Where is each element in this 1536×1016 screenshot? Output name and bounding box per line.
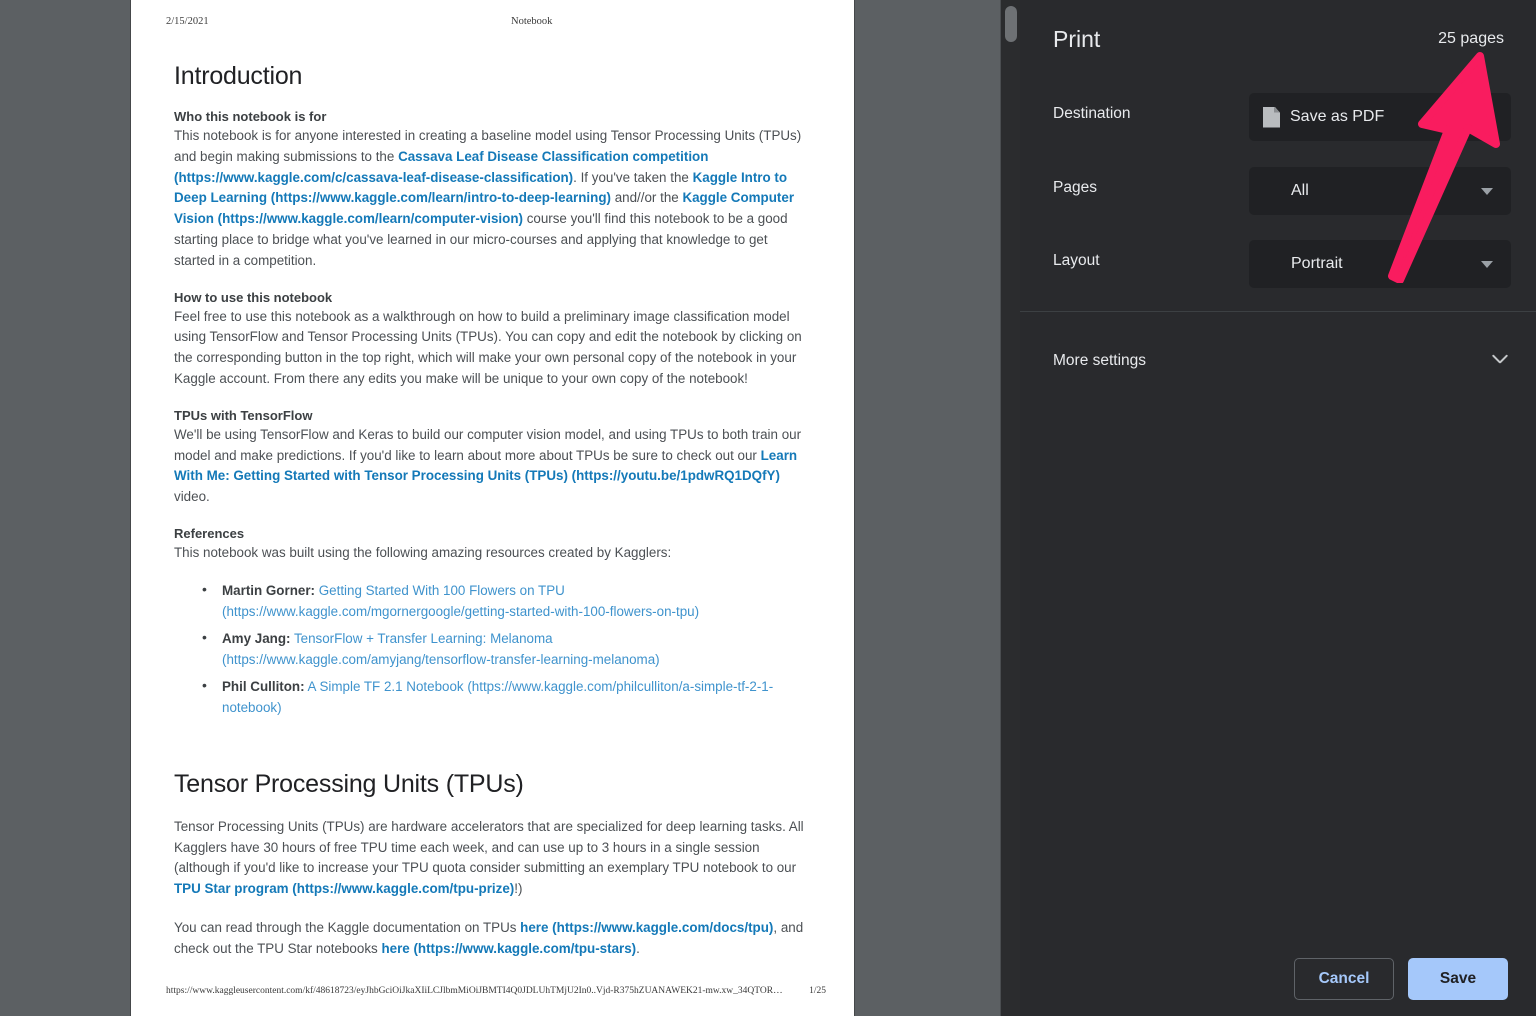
reference-link[interactable]: TensorFlow + Transfer Learning: Melanoma (https://www.kaggle.com/amyjang/tensorflow-transfer-learning-melanoma) (222, 630, 660, 667)
text-fragment: This notebook is for anyone interested in creating a baseline model using Tensor Processing Units (TPUs) and begin making submissions to the (174, 128, 802, 164)
subheading-how-to-use-this-notebook: How to use this notebook (174, 289, 333, 305)
paragraph-tpu-documentation (174, 918, 808, 960)
print-dialog (1020, 0, 1536, 1016)
pages-value: All (1291, 182, 1309, 199)
paragraph-who-this-notebook-is-for (174, 126, 808, 272)
text-fragment: video. (174, 489, 210, 505)
text-fragment: We'll be using TensorFlow and Keras to build our computer vision model, and using TPUs to both train our model and make predictions. If you'd like to learn about more about TPUs be sure to check out our (174, 426, 802, 463)
reference-author: Martin Gorner: (222, 582, 315, 598)
paragraph-references: This notebook was built using the following amazing resources created by Kagglers: (174, 544, 672, 560)
preview-left-gutter (0, 0, 131, 1016)
paragraph-tpu-overview (174, 817, 808, 900)
heading-tensor-processing-units: Tensor Processing Units (TPUs) (174, 769, 524, 798)
layout-select[interactable] (1249, 240, 1511, 288)
layout-label: Layout (1053, 252, 1100, 269)
chevron-down-icon (1481, 114, 1493, 121)
subheading-who-this-notebook-is-for: Who this notebook is for (174, 109, 327, 124)
subheading-tpus-with-tensorflow: TPUs with TensorFlow (174, 407, 313, 423)
pages-row (1020, 167, 1536, 215)
header-title: Notebook (511, 16, 553, 27)
link-learn-with-me-video[interactable]: Learn With Me: Getting Started with Tensor Processing Units (TPUs) (https://youtu.be/1pdwRQ1DQfY) (174, 447, 798, 484)
save-button[interactable]: Save (1408, 958, 1508, 1000)
references-list (198, 580, 808, 718)
link-kaggle-tpu-stars[interactable]: here (https://www.kaggle.com/tpu-stars) (381, 940, 637, 956)
preview-scrollbar[interactable] (1000, 0, 1020, 1016)
cancel-button[interactable]: Cancel (1294, 958, 1394, 1000)
link-cassava-competition[interactable]: Cassava Leaf Disease Classification competition (https://www.kaggle.com/c/cassava-leaf-disease-classification) (174, 148, 709, 185)
reference-link[interactable]: A Simple TF 2.1 Notebook (https://www.kaggle.com/philculliton/a-simple-tf-2-1-notebook) (222, 678, 774, 715)
text-fragment: course you'll find this notebook to be a good starting place to bridge what you've learned in our micro-courses and applying that knowledge to get started in a competition. (174, 211, 788, 268)
paragraph-tpus-with-tensorflow (174, 425, 808, 508)
link-kaggle-intro-to-deep-learning[interactable]: Kaggle Intro to Deep Learning (https://www.kaggle.com/learn/intro-to-deep-learning) (174, 169, 788, 206)
document-page-footer (166, 986, 826, 996)
link-kaggle-docs-tpu[interactable]: here (https://www.kaggle.com/docs/tpu) (520, 919, 774, 935)
settings-divider (1020, 311, 1536, 312)
reference-author: Phil Culliton: (222, 678, 305, 694)
layout-value: Portrait (1291, 255, 1343, 272)
layout-row (1020, 240, 1536, 288)
more-settings-toggle[interactable] (1020, 338, 1536, 388)
paragraph-how-to-use-this-notebook: Feel free to use this notebook as a walkthrough on how to build a preliminary image classification model using TensorFlow and Tensor Processing Units (TPUs). You can copy and edit the notebook by clicking on the corresponding button in the top right, which will make your own personal copy of the notebook in your Kaggle account. From there any edits you make will be unique to your own copy of the notebook! (174, 308, 802, 386)
text-fragment: You can read through the Kaggle documentation on TPUs (174, 919, 521, 935)
page-count-label: 25 pages (1438, 30, 1504, 47)
pages-label: Pages (1053, 179, 1097, 196)
preview-scrollbar-thumb[interactable] (1005, 6, 1017, 42)
chevron-down-icon (1481, 261, 1493, 268)
link-kaggle-computer-vision[interactable]: Kaggle Computer Vision (https://www.kaggle.com/learn/computer-vision) (174, 190, 795, 227)
list-item (198, 580, 808, 622)
reference-author: Amy Jang: (222, 630, 291, 646)
document-body (174, 62, 808, 978)
destination-label: Destination (1053, 105, 1131, 122)
list-item (198, 628, 808, 670)
reference-link[interactable]: Getting Started With 100 Flowers on TPU (https://www.kaggle.com/mgornergoogle/getting-started-with-100-flowers-on-tpu) (222, 582, 700, 619)
header-date: 2/15/2021 (166, 16, 209, 27)
text-fragment: and//or the (610, 190, 683, 206)
text-fragment: . (636, 940, 640, 956)
subheading-references: References (174, 525, 245, 541)
text-fragment: !) (514, 881, 523, 897)
preview-right-gutter (854, 0, 990, 1016)
document-page (131, 0, 854, 1016)
footer-page-number: 1/25 (809, 986, 826, 996)
list-item (198, 676, 808, 718)
text-fragment: Tensor Processing Units (TPUs) are hardware accelerators that are specialized for deep learning tasks. All Kagglers have 30 hours of free TPU time each week, and can use up to 3 hours in a single session (although if you'd like to increase your TPU quota consider submitting an exemplary TPU notebook to our (174, 818, 804, 876)
destination-row (1020, 93, 1536, 141)
chevron-down-icon (1492, 353, 1510, 371)
footer-url: https://www.kaggleusercontent.com/kf/48618723/eyJhbGciOiJkaXIiLCJlbmMiOiJBMTI4Q0JDLUhTMjU2In0..Vjd-R375hZUANAWEK21-mw.xw_34QTOR… (166, 986, 783, 996)
more-settings-label: More settings (1053, 352, 1147, 369)
chevron-down-icon (1481, 188, 1493, 195)
link-tpu-star-program[interactable]: TPU Star program (https://www.kaggle.com/tpu-prize) (174, 881, 515, 897)
pages-select[interactable] (1249, 167, 1511, 215)
destination-select[interactable] (1249, 93, 1511, 141)
destination-value: Save as PDF (1290, 108, 1385, 125)
print-dialog-header (1020, 0, 1536, 82)
heading-introduction: Introduction (174, 62, 303, 90)
dialog-action-bar (1294, 958, 1508, 1000)
text-fragment: , and check out the TPU Star notebooks (174, 919, 804, 956)
print-dialog-title: Print (1053, 26, 1101, 52)
text-fragment: . If you've taken the (573, 169, 693, 185)
document-icon (1263, 107, 1280, 128)
